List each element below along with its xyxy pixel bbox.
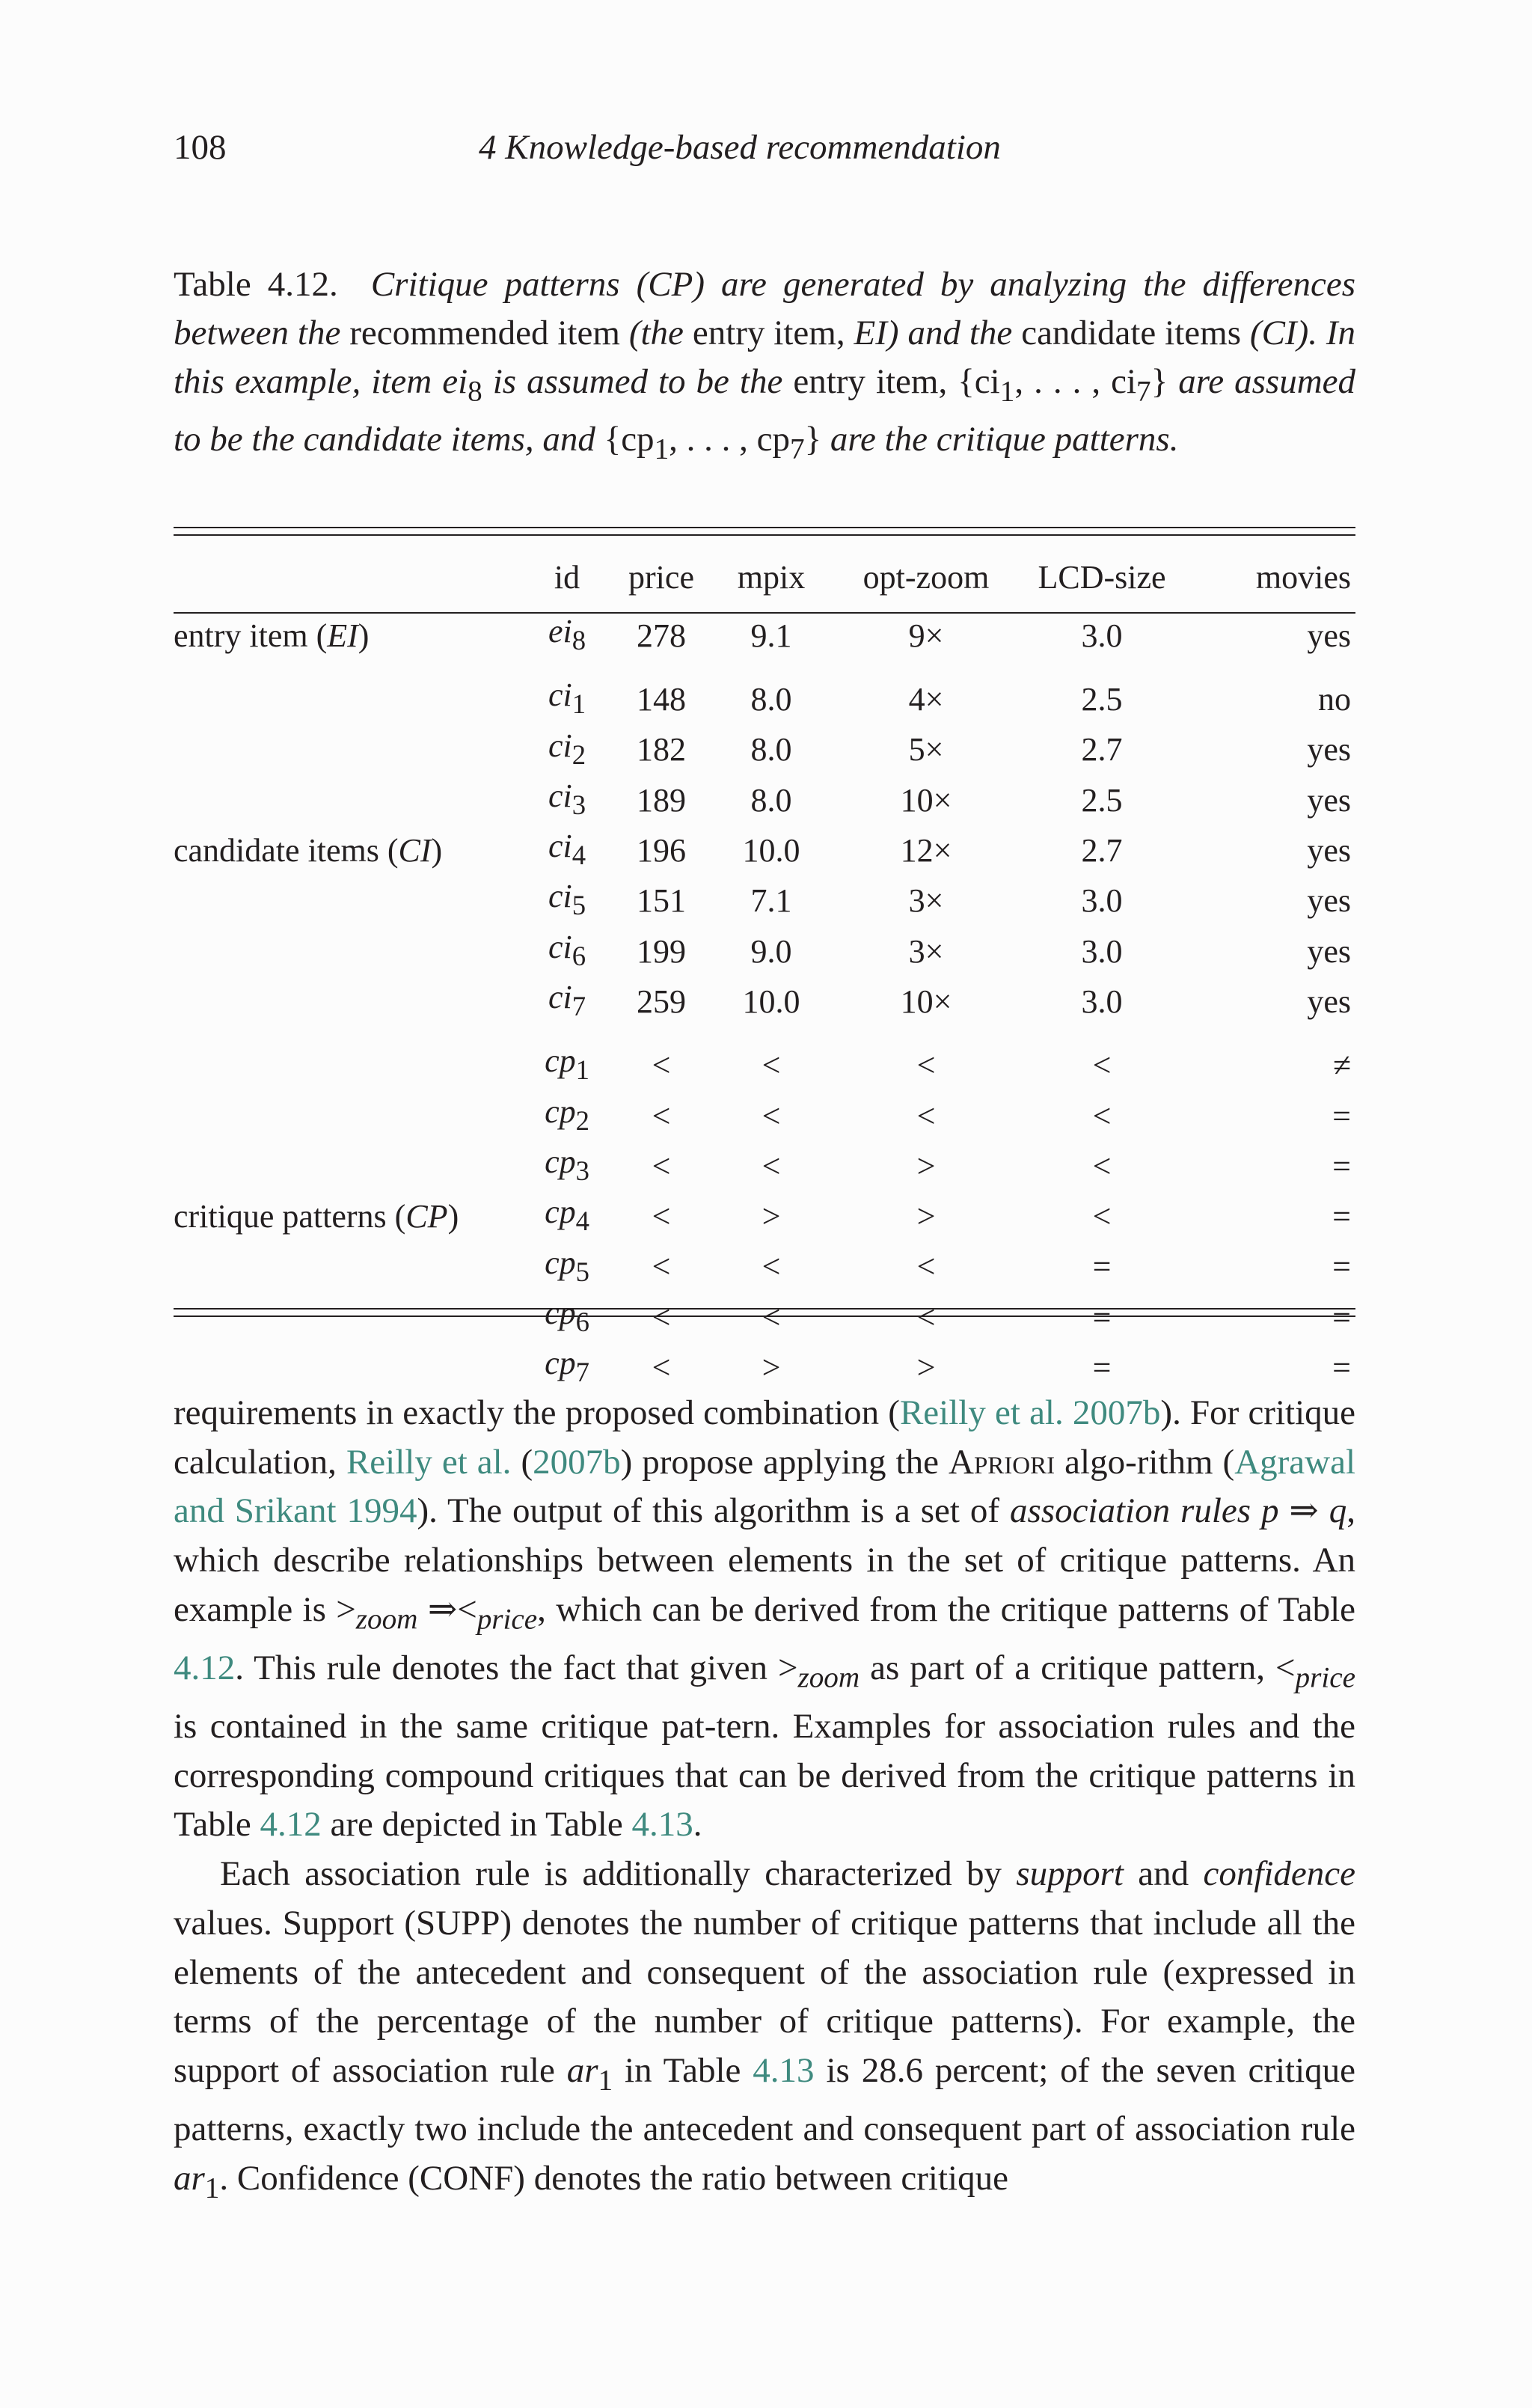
header-opt-zoom: opt-zoom: [862, 559, 990, 596]
citation-link[interactable]: Agrawal and Srikant 1994: [174, 1442, 1356, 1531]
movies-cell: ≠: [1332, 1047, 1351, 1084]
item-id-subscript: 5: [572, 890, 586, 921]
header-mpix: mpix: [737, 559, 806, 596]
price-cell: 182: [637, 731, 686, 768]
zoom-cell: >: [916, 1147, 936, 1185]
price-cell: <: [652, 1248, 671, 1286]
zoom-cell: 4×: [908, 681, 944, 718]
item-id-subscript: 1: [575, 1054, 589, 1086]
item-id: ci: [548, 828, 572, 865]
group-label-cell: [174, 1040, 525, 1090]
table-reference-link[interactable]: 4.13: [753, 2050, 815, 2090]
price-cell: <: [652, 1349, 671, 1387]
mpix-cell: 7.1: [750, 882, 792, 920]
lcd-cell: =: [1092, 1349, 1112, 1387]
table-reference-link[interactable]: 4.12: [174, 1648, 236, 1687]
group-label-cell: [174, 725, 525, 775]
movies-cell: =: [1332, 1097, 1351, 1134]
zoom-cell: <: [916, 1047, 936, 1084]
movies-cell: yes: [1307, 617, 1351, 654]
table-reference-link[interactable]: 4.12: [260, 1805, 322, 1845]
lcd-cell: <: [1092, 1147, 1112, 1185]
item-id-subscript: 4: [572, 839, 586, 870]
lcd-cell: 3.0: [1081, 882, 1123, 920]
lcd-cell: =: [1092, 1248, 1112, 1286]
citation-link[interactable]: 2007b: [533, 1442, 621, 1482]
chapter-title: 4 Knowledge-based recommendation: [479, 128, 1001, 167]
price-cell: <: [652, 1147, 671, 1185]
critique-pattern-table: [174, 545, 1355, 1393]
item-id: ci: [548, 727, 572, 764]
mpix-cell: 10.0: [742, 983, 800, 1020]
item-id-cell: [525, 1191, 609, 1241]
mpix-cell: >: [762, 1349, 781, 1387]
mpix-cell: 9.0: [750, 932, 792, 970]
price-cell: 278: [637, 617, 686, 654]
item-id-cell: [525, 1040, 609, 1090]
item-id: cp: [545, 1143, 576, 1180]
table-row: [174, 977, 1355, 1027]
movies-cell: yes: [1307, 781, 1351, 819]
movies-cell: yes: [1307, 932, 1351, 970]
group-label-cell: [174, 825, 525, 876]
item-id-cell: [525, 611, 609, 661]
lcd-cell: <: [1092, 1097, 1112, 1134]
group-label-close: ): [431, 832, 443, 870]
item-id: cp: [545, 1194, 576, 1231]
item-id-subscript: 2: [575, 1104, 589, 1136]
movies-cell: =: [1332, 1248, 1351, 1286]
lcd-cell: 3.0: [1081, 617, 1123, 654]
mpix-cell: 8.0: [750, 681, 792, 718]
table-row: [174, 611, 1355, 661]
lcd-cell: =: [1092, 1298, 1112, 1336]
header-lcd-size: LCD-size: [1038, 559, 1166, 596]
item-id-subscript: 7: [572, 990, 586, 1021]
item-id-subscript: 6: [575, 1306, 589, 1337]
item-id-subscript: 7: [575, 1356, 589, 1387]
item-id: ei: [548, 613, 572, 650]
item-id: ci: [548, 676, 572, 714]
zoom-cell: 3×: [908, 882, 944, 920]
zoom-cell: <: [916, 1248, 936, 1286]
group-label: critique patterns (: [174, 1198, 406, 1235]
item-id-cell: [525, 825, 609, 876]
zoom-cell: 10×: [900, 983, 952, 1020]
header-price: price: [628, 559, 694, 596]
group-label-cell: [174, 674, 525, 724]
item-id-subscript: 2: [572, 739, 586, 770]
item-id: cp: [545, 1093, 576, 1130]
lcd-cell: 3.0: [1081, 932, 1123, 970]
lcd-cell: 2.5: [1081, 681, 1123, 718]
mpix-cell: <: [762, 1248, 781, 1286]
movies-cell: yes: [1307, 731, 1351, 768]
group-label-close: ): [447, 1198, 459, 1235]
page-number: 108: [174, 128, 227, 167]
mpix-cell: 9.1: [750, 617, 792, 654]
item-id: ci: [548, 878, 572, 915]
group-spacer-cell: [174, 1027, 1355, 1040]
movies-cell: no: [1318, 681, 1351, 718]
zoom-cell: 10×: [900, 781, 952, 819]
table-row: [174, 1242, 1355, 1292]
item-id-cell: [525, 876, 609, 926]
group-label-cell: [174, 1242, 525, 1292]
table-body: [174, 611, 1355, 1393]
item-id-cell: [525, 674, 609, 724]
item-id-cell: [525, 1141, 609, 1191]
zoom-cell: 5×: [908, 731, 944, 768]
table-reference-link[interactable]: 4.13: [631, 1805, 693, 1845]
item-id: cp: [545, 1042, 576, 1080]
group-label-cell: [174, 876, 525, 926]
group-label-cell: [174, 977, 525, 1027]
table-row: [174, 876, 1355, 926]
group-label: entry item (: [174, 617, 328, 654]
citation-link[interactable]: Reilly et al. 2007b: [899, 1393, 1161, 1432]
table-row: [174, 725, 1355, 775]
item-id: ci: [548, 979, 572, 1016]
group-label-symbol: CP: [405, 1198, 448, 1235]
movies-cell: yes: [1307, 882, 1351, 920]
price-cell: 148: [637, 681, 686, 718]
zoom-cell: <: [916, 1097, 936, 1134]
table-top-rule-2: [174, 534, 1355, 536]
group-label-symbol: CI: [398, 832, 432, 870]
mpix-cell: 8.0: [750, 731, 792, 768]
running-head: [174, 127, 1355, 172]
table-row: [174, 1292, 1355, 1342]
mpix-cell: 8.0: [750, 781, 792, 819]
mpix-cell: >: [762, 1198, 781, 1235]
mpix-cell: 10.0: [742, 832, 800, 870]
item-id-cell: [525, 1292, 609, 1342]
header-id: id: [554, 559, 580, 596]
price-cell: <: [652, 1298, 671, 1336]
mpix-cell: <: [762, 1147, 781, 1185]
price-cell: 151: [637, 882, 686, 920]
zoom-cell: 12×: [900, 832, 952, 870]
group-spacer: [174, 1027, 1355, 1040]
header-label: [174, 545, 525, 611]
movies-cell: =: [1332, 1147, 1351, 1185]
table-row: [174, 1191, 1355, 1241]
item-id-subscript: 1: [572, 688, 586, 720]
zoom-cell: 3×: [908, 932, 944, 970]
zoom-cell: >: [916, 1349, 936, 1387]
item-id: ci: [548, 777, 572, 814]
price-cell: 189: [637, 781, 686, 819]
item-id: ci: [548, 928, 572, 965]
group-label-cell: [174, 1191, 525, 1241]
zoom-cell: <: [916, 1298, 936, 1336]
citation-link[interactable]: Reilly et al.: [346, 1442, 512, 1482]
item-id: cp: [545, 1244, 576, 1281]
group-label-symbol: EI: [327, 617, 358, 654]
table-row: [174, 1091, 1355, 1141]
lcd-cell: 3.0: [1081, 983, 1123, 1020]
lcd-cell: 2.5: [1081, 781, 1123, 819]
price-cell: 199: [637, 932, 686, 970]
caption-label: Table 4.12.: [174, 265, 338, 304]
item-id-subscript: 4: [575, 1205, 589, 1237]
table-top-rule-1: [174, 527, 1355, 528]
movies-cell: =: [1332, 1298, 1351, 1336]
lcd-cell: 2.7: [1081, 731, 1123, 768]
group-label-cell: [174, 926, 525, 977]
item-id: cp: [545, 1345, 576, 1382]
item-id-cell: [525, 1242, 609, 1292]
item-id-cell: [525, 725, 609, 775]
item-id-subscript: 3: [575, 1155, 589, 1186]
paragraph-1: requirements in exactly the proposed combination (Reilly et al. 2007b). For critique calculation, Reilly et al. (2007b) propose applying the Apriori algo-rithm (Agrawal and Srikant 1994). The output of this algorithm is a set of association rules p ⇒ q, which describe relationships between elements in the set of critique patterns. An example is $>_{zoom}$ $\Rightarrow<_{price}$, which can be derived from the critique patterns of Table 4.12. This rule denotes the fact that given $>_{zoom}$ as part of a critique pattern, $<_{price}$ is contained in the same critique pat-tern. Examples for association rules and the corresponding compound critiques that can be derived from the critique patterns in Table 4.12 are depicted in Table 4.13.: [174, 1393, 1356, 1845]
item-id-cell: [525, 1342, 609, 1393]
table-row: [174, 1040, 1355, 1090]
movies-cell: yes: [1307, 983, 1351, 1020]
item-id-cell: [525, 926, 609, 977]
table-header-row: [174, 545, 1355, 611]
group-label: candidate items (: [174, 832, 399, 870]
body-text: [174, 1389, 1355, 2213]
group-spacer: [174, 661, 1355, 674]
item-id-subscript: 6: [572, 940, 586, 971]
item-id-cell: [525, 977, 609, 1027]
price-cell: <: [652, 1047, 671, 1084]
item-id-subscript: 5: [575, 1256, 589, 1287]
item-id-cell: [525, 775, 609, 825]
header-movies: movies: [1255, 559, 1351, 596]
group-spacer-cell: [174, 661, 1355, 674]
mpix-cell: <: [762, 1097, 781, 1134]
item-id-subscript: 8: [572, 624, 586, 656]
lcd-cell: <: [1092, 1047, 1112, 1084]
item-id: cp: [545, 1294, 576, 1331]
table-row: [174, 775, 1355, 825]
lcd-cell: <: [1092, 1198, 1112, 1235]
item-id-subscript: 3: [572, 789, 586, 820]
group-label-cell: [174, 611, 525, 661]
table-row: [174, 1342, 1355, 1393]
group-label-cell: [174, 1091, 525, 1141]
item-id-cell: [525, 1091, 609, 1141]
price-cell: 259: [637, 983, 686, 1020]
lcd-cell: 2.7: [1081, 832, 1123, 870]
movies-cell: =: [1332, 1198, 1351, 1235]
movies-cell: yes: [1307, 832, 1351, 870]
movies-cell: =: [1332, 1349, 1351, 1387]
apriori-term: Apriori: [949, 1442, 1055, 1482]
table-caption: Table 4.12. Critique patterns (CP) are generated by analyzing the differences between the recommended item (the entry item, EI) and the candidate items (CI). In this example, item $ei_8$ is assumed to be the entry item, {$ci_1$, . . . , $ci_7$} are assumed to be the candidate items, and {$cp_1$, . . . , $cp_7$} are the critique patterns.: [174, 265, 1356, 465]
price-cell: <: [652, 1097, 671, 1134]
zoom-cell: 9×: [908, 617, 944, 654]
mpix-cell: <: [762, 1047, 781, 1084]
table-row: [174, 674, 1355, 724]
mpix-cell: <: [762, 1298, 781, 1336]
price-cell: 196: [637, 832, 686, 870]
price-cell: <: [652, 1198, 671, 1235]
table-row: [174, 926, 1355, 977]
table-row: [174, 825, 1355, 876]
group-label-cell: [174, 1292, 525, 1342]
group-label-close: ): [358, 617, 370, 654]
group-label-cell: [174, 775, 525, 825]
group-label-cell: [174, 1342, 525, 1393]
group-label-cell: [174, 1141, 525, 1191]
table-row: [174, 1141, 1355, 1191]
paragraph-2: Each association rule is additionally characterized by support and confidence values. Support (SUPP) denotes the number of critique patterns that include all the elements of the antecedent and consequent of the association rule (expressed in terms of the percentage of the number of critique patterns). For example, the support of association rule $ar_1$ in Table 4.13 is 28.6 percent; of the seven critique patterns, exactly two include the antecedent and consequent part of association rule $ar_1$. Confidence (CONF) denotes the ratio between critique: [174, 1854, 1356, 2204]
zoom-cell: >: [916, 1198, 936, 1235]
